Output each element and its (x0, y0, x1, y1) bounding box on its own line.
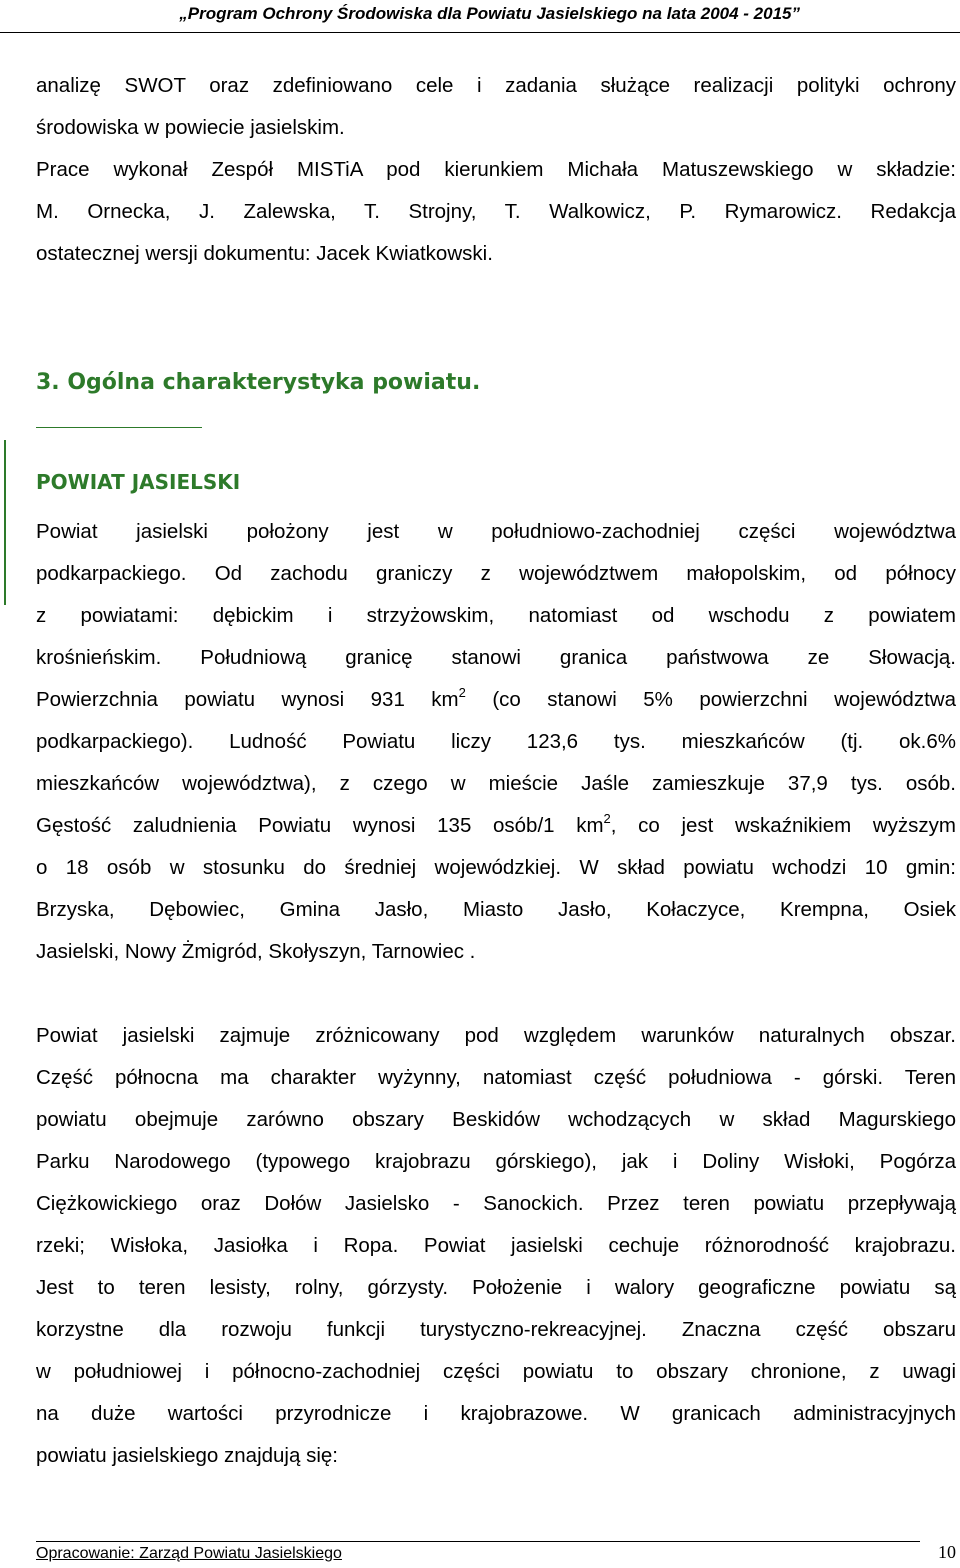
text-line: na duże wartości przyrodnicze i krajobrazowe. W granicach administracyjnych (36, 1402, 956, 1425)
text-line: Prace wykonał Zespół MISTiA pod kierunkiem Michała Matuszewskiego w składzie: (36, 158, 956, 181)
text-line: M. Ornecka, J. Zalewska, T. Strojny, T. Walkowicz, P. Rymarowicz. Redakcja (36, 200, 956, 223)
text-line: Jest to teren lesisty, rolny, górzysty. Położenie i walory geograficzne powiatu są (36, 1276, 956, 1299)
text-line: środowiska w powiecie jasielskim. (36, 116, 345, 139)
paragraph-one (36, 511, 956, 973)
text-line: mieszkańców województwa), z czego w mieście Jaśle zamieszkuje 37,9 tys. osób. (36, 772, 956, 795)
text-line: Ciężkowickiego oraz Dołów Jasielsko - Sanockich. Przez teren powiatu przepływają (36, 1192, 956, 1215)
text-line: podkarpackiego). Ludność Powiatu liczy 123,6 tys. mieszkańców (tj. ok.6% (36, 730, 956, 753)
text-line: powiatu jasielskiego znajdują się: (36, 1444, 338, 1467)
text-fragment: , co jest wskaźnikiem wyższym (610, 814, 956, 837)
text-line: w południowej i północno-zachodniej części powiatu to obszary chronione, z uwagi (36, 1360, 956, 1383)
text-line: korzystne dla rozwoju funkcji turystyczno-rekreacyjnej. Znaczna część obszaru (36, 1318, 956, 1341)
text-line: powiatu obejmuje zarówno obszary Beskidów wchodzących w skład Magurskiego (36, 1108, 956, 1131)
document-header-title: „Program Ochrony Środowiska dla Powiatu Jasielskiego na lata 2004 - 2015” (179, 4, 800, 23)
superscript: 2 (458, 685, 466, 700)
margin-bar (4, 440, 6, 605)
text-line: Jasielski, Nowy Żmigród, Skołyszyn, Tarnowiec . (36, 940, 476, 963)
text-line: Brzyska, Dębowiec, Gmina Jasło, Miasto Jasło, Kołaczyce, Krempna, Osiek (36, 898, 956, 921)
footer-divider (36, 1541, 920, 1542)
text-fragment: Gęstość zaludnienia Powiatu wynosi 135 osób/1 km (36, 814, 604, 837)
section-heading: 3. Ogólna charakterystyka powiatu. (36, 370, 481, 395)
text-line: z powiatami: dębickim i strzyżowskim, natomiast od wschodu z powiatem (36, 604, 956, 627)
text-line: podkarpackiego. Od zachodu graniczy z województwem małopolskim, od północy (36, 562, 956, 585)
text-line (36, 805, 956, 847)
text-line: o 18 osób w stosunku do średniej wojewódzkiej. W skład powiatu wchodzi 10 gmin: (36, 856, 956, 879)
text-fragment: (co stanowi 5% powierzchni województwa (465, 688, 956, 711)
text-line: krośnieńskim. Południową granicę stanowi granica państwowa ze Słowacją. (36, 646, 956, 669)
intro-paragraph (36, 65, 956, 275)
text-line: Powiat jasielski położony jest w południowo-zachodniej części województwa (36, 520, 956, 543)
section-heading-underline (36, 427, 202, 428)
header-divider (0, 32, 960, 33)
paragraph-two (36, 1015, 956, 1477)
text-line: analizę SWOT oraz zdefiniowano cele i zadania służące realizacji polityki ochrony (36, 74, 956, 97)
superscript: 2 (603, 811, 611, 826)
text-line: rzeki; Wisłoka, Jasiołka i Ropa. Powiat jasielski cechuje różnorodność krajobrazu. (36, 1234, 956, 1257)
text-line: ostatecznej wersji dokumentu: Jacek Kwiatkowski. (36, 242, 493, 265)
footer-credit: Opracowanie: Zarząd Powiatu Jasielskiego (36, 1545, 342, 1562)
page-number: 10 (938, 1542, 956, 1562)
text-line: Parku Narodowego (typowego krajobrazu górskiego), jak i Doliny Wisłoki, Pogórza (36, 1150, 956, 1173)
section-subheading: POWIAT JASIELSKI (36, 470, 241, 494)
text-line (36, 679, 956, 721)
text-line: Powiat jasielski zajmuje zróżnicowany pod względem warunków naturalnych obszar. (36, 1024, 956, 1047)
text-line: Część północna ma charakter wyżynny, natomiast część południowa - górski. Teren (36, 1066, 956, 1089)
text-fragment: Powierzchnia powiatu wynosi 931 km (36, 688, 459, 711)
